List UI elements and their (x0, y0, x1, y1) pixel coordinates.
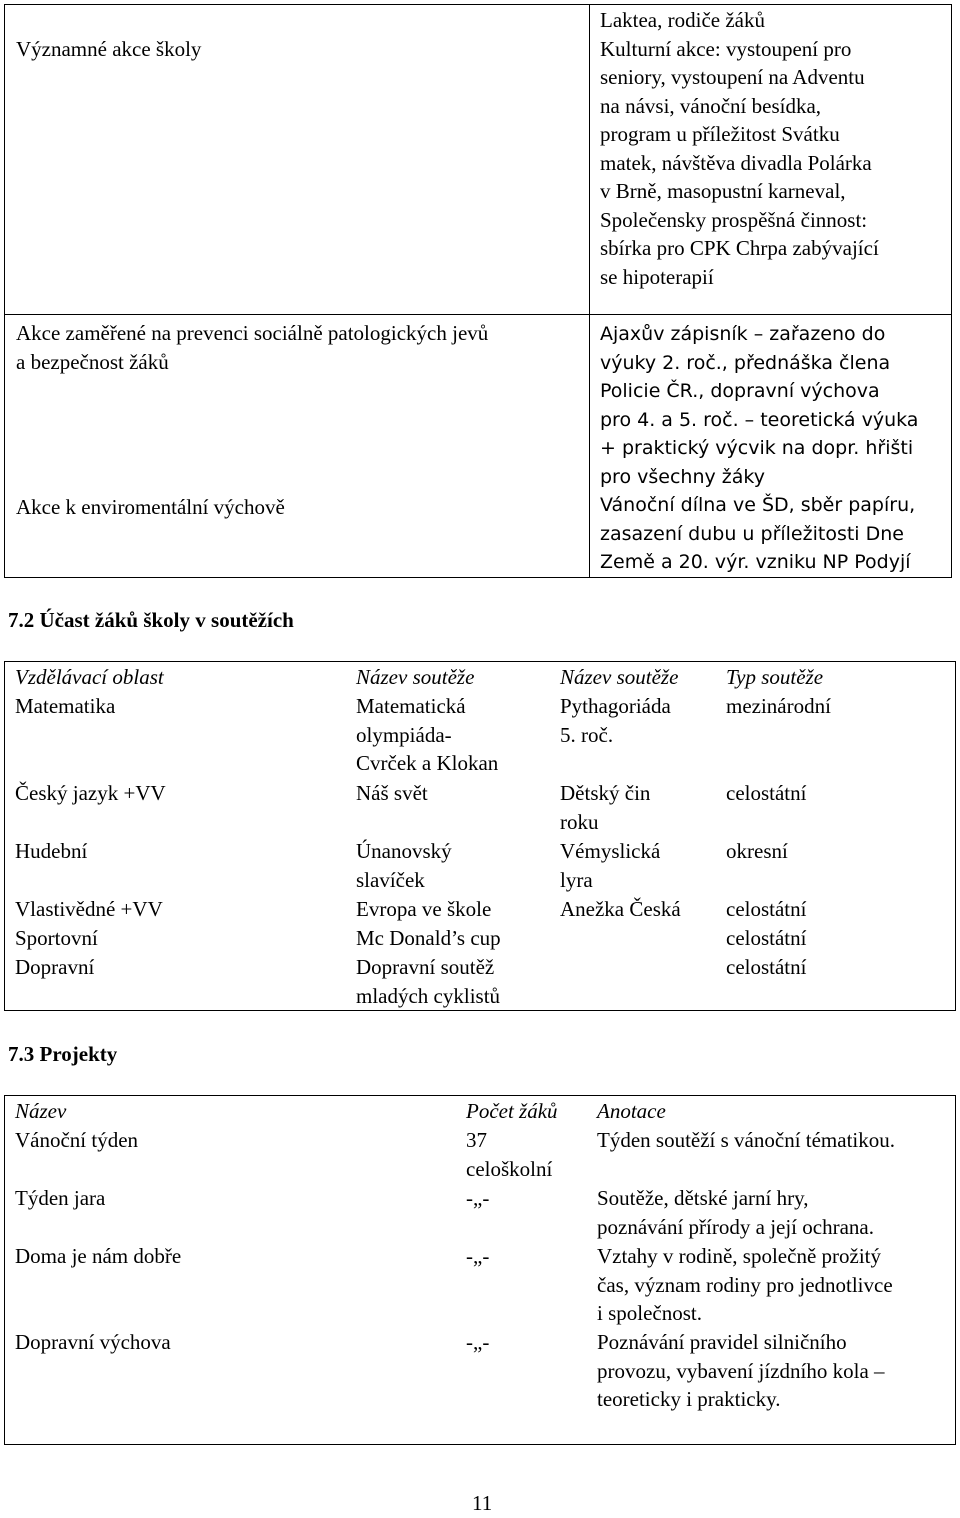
project-count: -„- (466, 1330, 490, 1354)
competition-name-1: Náš svět (356, 781, 428, 805)
events-table-row-separator (4, 314, 952, 315)
project-count: -„- (466, 1186, 490, 1210)
project-annotation: Vztahy v rodině, společně prožitý čas, význam rodiny pro jednotlivce i společnost. (597, 1244, 893, 1325)
project-count: 37 celoškolní (466, 1128, 553, 1181)
events-table-divider (589, 4, 590, 578)
competitions-header-name-2: Název soutěže (560, 665, 679, 689)
event-value-significant: Laktea, rodiče žáků Kulturní akce: vystoupení pro seniory, vystoupení na Adventu na návsi, vánoční besídka, program u příležitost Svátku matek, návštěva divadla Polárka v Brně, masopustní karneval, Společensky prospěšná činnost: sbírka pro CPK Chrpa zabývající se hipoterapií (600, 8, 879, 289)
projects-header-count: Počet žáků (466, 1099, 558, 1123)
project-name: Doma je nám dobře (15, 1244, 182, 1268)
competition-name-1: Dopravní soutěž mladých cyklistů (356, 955, 501, 1008)
project-count: -„- (466, 1244, 490, 1268)
project-annotation: Soutěže, dětské jarní hry, poznávání přírody a její ochrana. (597, 1186, 874, 1239)
competition-name-2: Vémyslická lyra (560, 839, 661, 892)
projects-header-annotation: Anotace (597, 1099, 666, 1123)
competition-area: Český jazyk +VV (15, 781, 166, 805)
event-value-prevention: Ajaxův zápisník – zařazeno do výuky 2. roč., přednáška člena Policie ČR., dopravní výchova pro 4. a 5. roč. – teoretická výuka + praktický výcvik na dopr. hřišti pro všechny žáky (600, 323, 919, 488)
competition-type: celostátní (726, 897, 807, 921)
project-annotation: Poznávání pravidel silničního provozu, vybavení jízdního kola – teoreticky i prakticky. (597, 1330, 885, 1411)
project-name: Týden jara (15, 1186, 106, 1210)
competition-name-1: Únanovský slavíček (356, 839, 452, 892)
project-annotation: Týden soutěží s vánoční tématikou. (597, 1128, 896, 1152)
competition-type: mezinárodní (726, 694, 831, 718)
competition-area: Matematika (15, 694, 116, 718)
projects-heading: 7.3 Projekty (8, 1042, 118, 1066)
event-label-prevention: Akce zaměřené na prevenci sociálně patologických jevů a bezpečnost žáků (16, 321, 489, 374)
competition-type: celostátní (726, 955, 807, 979)
competitions-header-type: Typ soutěže (726, 665, 824, 689)
competitions-heading: 7.2 Účast žáků školy v soutěžích (8, 608, 294, 632)
page-number: 11 (472, 1491, 493, 1515)
competition-name-2: Dětský čin roku (560, 781, 651, 834)
competition-name-1: Matematická olympiáda- Cvrček a Klokan (356, 694, 499, 775)
competition-area: Dopravní (15, 955, 95, 979)
competition-name-2: Anežka Česká (560, 897, 681, 921)
event-value-environmental: Vánoční dílna ve ŠD, sběr papíru, zasazení dubu u příležitosti Dne Země a 20. výr. vzniku NP Podyjí (600, 494, 916, 573)
competitions-header-name-1: Název soutěže (356, 665, 475, 689)
project-name: Dopravní výchova (15, 1330, 171, 1354)
projects-header-name: Název (15, 1099, 67, 1123)
competition-area: Vlastivědné +VV (15, 897, 163, 921)
event-label-environmental: Akce k enviromentální výchově (16, 495, 285, 519)
event-label-significant: Významné akce školy (16, 37, 202, 61)
competition-type: celostátní (726, 926, 807, 950)
competition-name-2: Pythagoriáda 5. roč. (560, 694, 671, 747)
competition-type: okresní (726, 839, 788, 863)
project-name: Vánoční týden (15, 1128, 139, 1152)
competition-name-1: Mc Donald’s cup (356, 926, 501, 950)
competition-type: celostátní (726, 781, 807, 805)
competition-area: Hudební (15, 839, 88, 863)
competitions-header-area: Vzdělávací oblast (15, 665, 164, 689)
competition-name-1: Evropa ve škole (356, 897, 492, 921)
competition-area: Sportovní (15, 926, 98, 950)
